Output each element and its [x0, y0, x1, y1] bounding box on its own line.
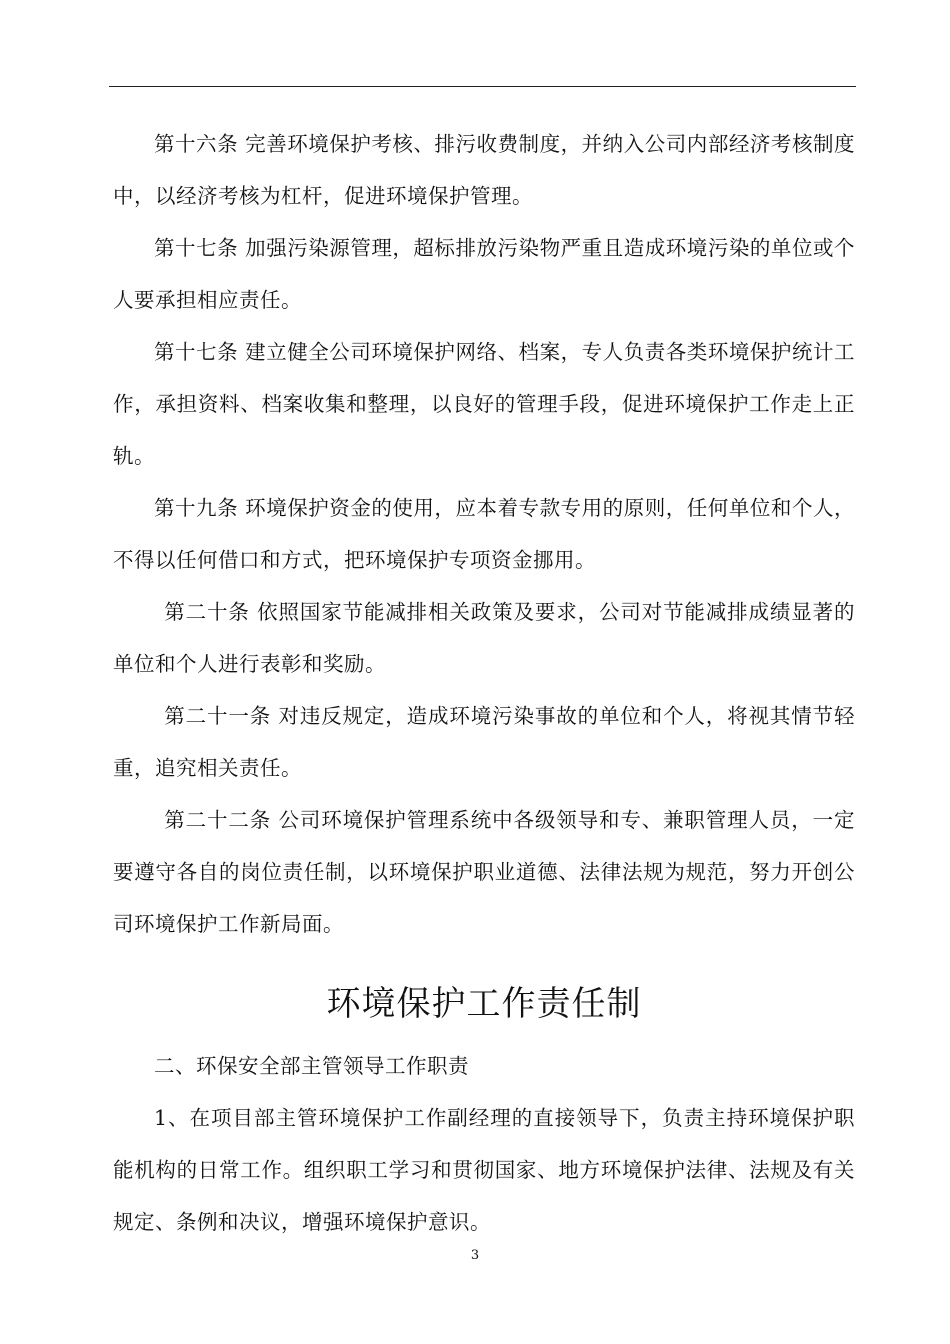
article-21-paragraph: 第二十一条 对违反规定，造成环境污染事故的单位和个人，将视其情节轻重，追究相关责任。 — [113, 704, 855, 780]
article-20-paragraph: 第二十条 依照国家节能减排相关政策及要求，公司对节能减排成绩显著的单位和个人进行表彰和奖励。 — [113, 600, 855, 676]
document-body — [113, 118, 855, 1248]
page-number: 3 — [470, 1248, 480, 1263]
article-16-paragraph: 第十六条 完善环境保护考核、排污收费制度，并纳入公司内部经济考核制度中，以经济考核为杠杆，促进环境保护管理。 — [113, 132, 855, 208]
article-19-paragraph: 第十九条 环境保护资金的使用，应本着专款专用的原则，任何单位和个人，不得以任何借口和方式，把环境保护专项资金挪用。 — [113, 496, 855, 572]
article-22-paragraph: 第二十二条 公司环境保护管理系统中各级领导和专、兼职管理人员，一定要遵守各自的岗位责任制，以环境保护职业道德、法律法规为规范，努力开创公司环境保护工作新局面。 — [113, 808, 855, 936]
section-heading: 二、环保安全部主管领导工作职责 — [154, 1054, 469, 1078]
article-17b-paragraph: 第十七条 建立健全公司环境保护网络、档案，专人负责各类环境保护统计工作，承担资料、档案收集和整理，以良好的管理手段，促进环境保护工作走上正轨。 — [113, 340, 855, 468]
duty-item-1-paragraph: 1、在项目部主管环境保护工作副经理的直接领导下，负责主持环境保护职能机构的日常工作。组织职工学习和贯彻国家、地方环境保护法律、法规及有关规定、条例和决议，增强环境保护意识。 — [113, 1106, 855, 1234]
article-17-paragraph: 第十七条 加强污染源管理，超标排放污染物严重且造成环境污染的单位或个人要承担相应责任。 — [113, 236, 855, 312]
document-title: 环境保护工作责任制 — [326, 984, 642, 1024]
header-rule — [109, 86, 856, 87]
